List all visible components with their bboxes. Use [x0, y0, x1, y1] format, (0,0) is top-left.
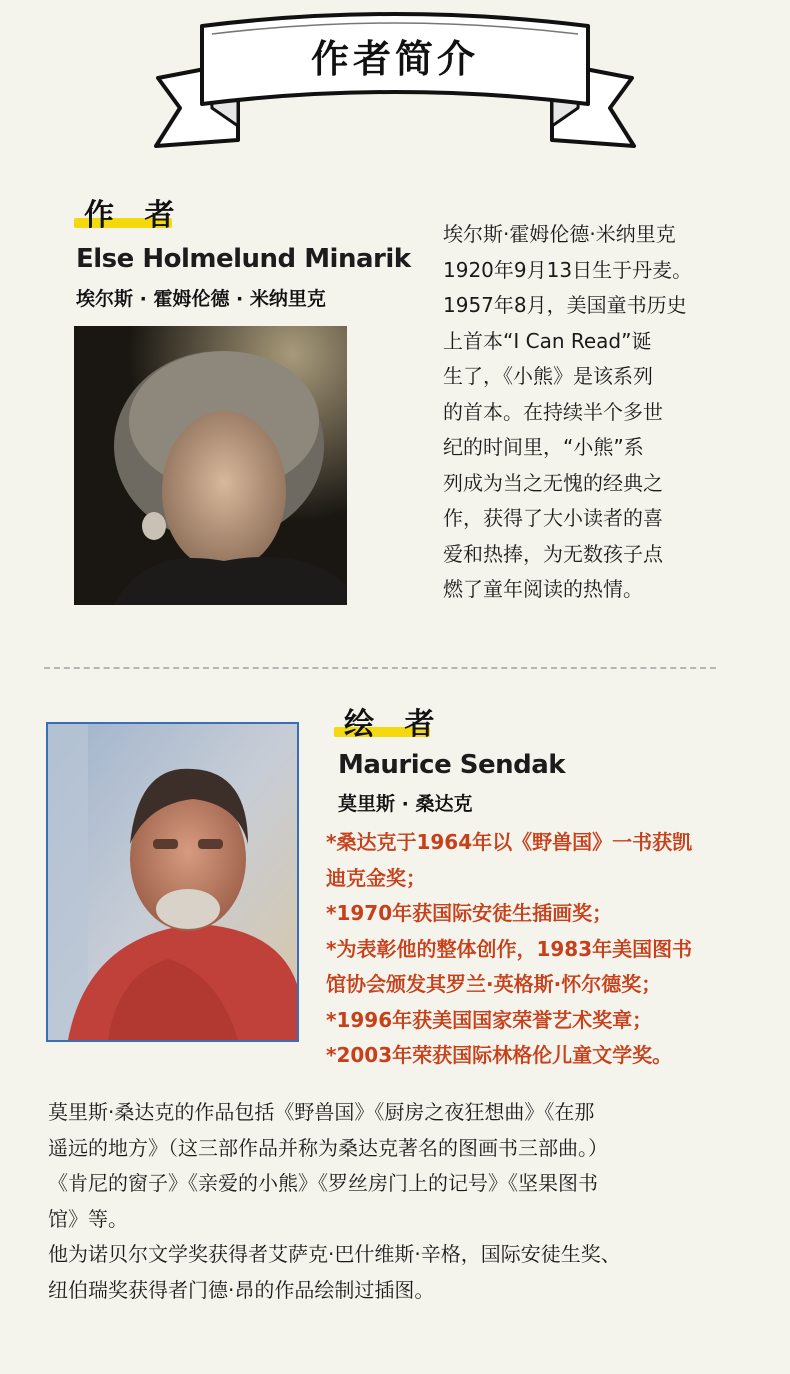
- bio-line: 列成为当之无愧的经典之: [443, 470, 663, 495]
- bio-line: 燃了童年阅读的热情。: [443, 577, 643, 601]
- bio-line: 作，获得了大小读者的喜: [443, 506, 663, 530]
- bio-line: 的首本。在持续半个多世: [443, 399, 663, 424]
- bio-line: 爱和热捧，为无数孩子点: [443, 541, 663, 566]
- illustrator-works: [48, 1095, 621, 1308]
- works-line: 遥远的地方》（这三部作品并称为桑达克著名的图画书三部曲。）: [48, 1135, 608, 1160]
- award-line: *桑达克于1964年以《野兽国》一书获凯: [326, 830, 693, 854]
- illustrator-name-en: Maurice Sendak: [338, 750, 566, 780]
- works-line: 馆》等。: [48, 1206, 128, 1231]
- author-name-en: Else Holmelund Minarik: [76, 244, 411, 274]
- works-line: 纽伯瑞奖获得者门德·昂的作品绘制过插图。: [48, 1277, 435, 1302]
- award-line: *1970年获国际安徒生插画奖；: [326, 901, 613, 925]
- banner-title: 作者简介: [310, 37, 479, 81]
- award-line: *为表彰他的整体创作，1983年美国图书: [326, 936, 693, 961]
- bio-line: 埃尔斯·霍姆伦德·米纳里克: [443, 222, 676, 246]
- works-line: 莫里斯·桑达克的作品包括《野兽国》《厨房之夜狂想曲》《在那: [48, 1100, 595, 1124]
- author-name-cn: 埃尔斯 · 霍姆伦德 · 米纳里克: [76, 288, 326, 310]
- bio-line: 1920年9月13日生于丹麦。: [443, 257, 693, 282]
- bio-line: 纪的时间里，“小熊”系: [443, 435, 644, 459]
- author-bio: [443, 217, 692, 608]
- award-line: 馆协会颁发其罗兰·英格斯·怀尔德奖；: [326, 972, 662, 996]
- illustrator-label: 绘 者: [344, 707, 445, 742]
- bio-line: 1957年8月，美国童书历史: [443, 293, 687, 317]
- illustrator-name-cn: 莫里斯 · 桑达克: [338, 793, 473, 815]
- author-label: 作 者: [84, 198, 185, 233]
- author-photo: [74, 326, 347, 605]
- section-divider: [44, 667, 716, 669]
- works-line: 他为诺贝尔文学奖获得者艾萨克·巴什维斯·辛格，国际安徒生奖、: [48, 1242, 621, 1266]
- award-line: *2003年荣获国际林格伦儿童文学奖。: [326, 1043, 673, 1067]
- works-line: 《肯尼的窗子》《亲爱的小熊》《罗丝房门上的记号》《坚果图书: [48, 1171, 598, 1195]
- bio-line: 上首本“I Can Read”诞: [443, 328, 652, 353]
- bio-line: 生了，《小熊》是该系列: [443, 364, 653, 388]
- illustrator-photo: [46, 722, 299, 1042]
- award-line: 迪克金奖；: [326, 865, 426, 890]
- illustrator-awards: [326, 825, 692, 1074]
- award-line: *1996年获美国国家荣誉艺术奖章；: [326, 1007, 653, 1032]
